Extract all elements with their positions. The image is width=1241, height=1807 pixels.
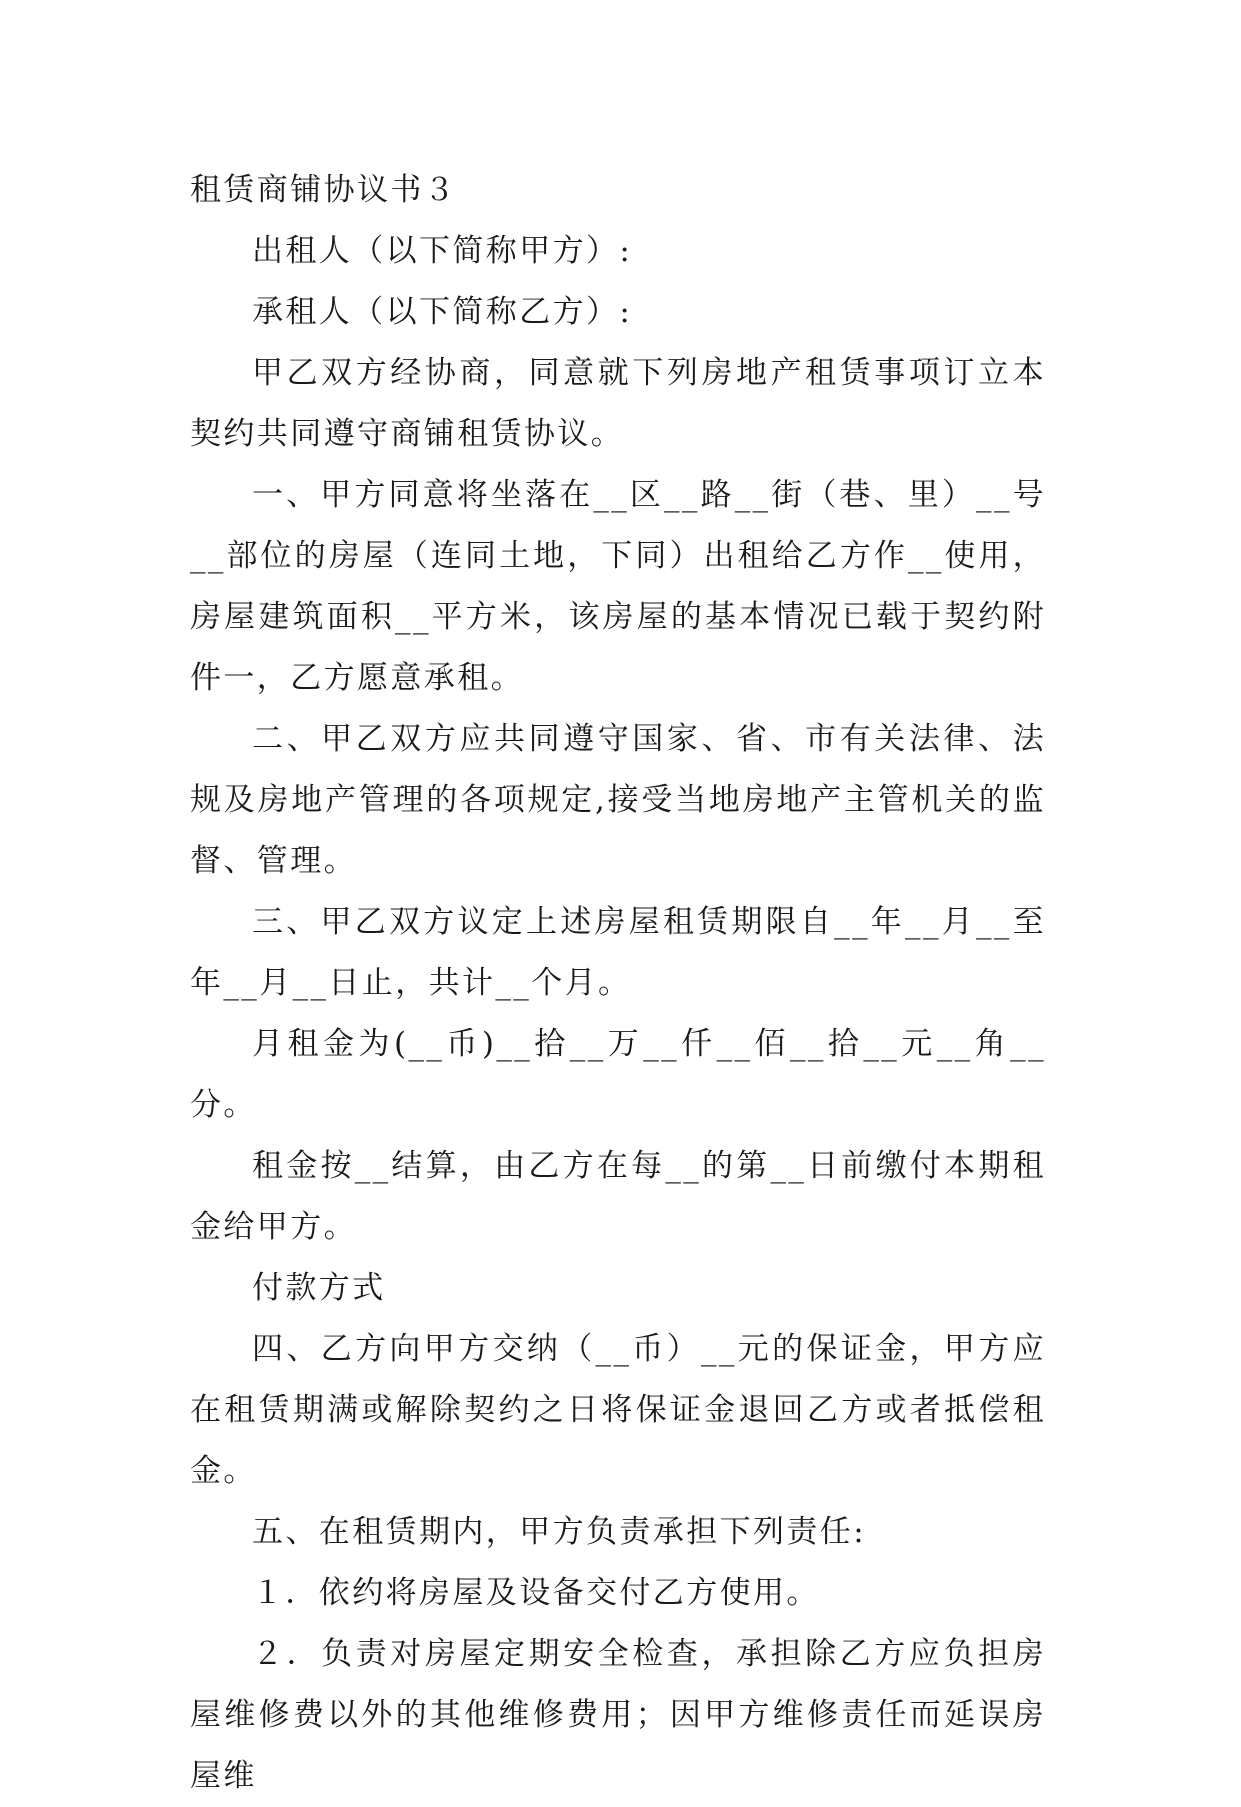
paragraph-clause-5: 五、在租赁期内，甲方负责承担下列责任: xyxy=(252,1514,867,1550)
paragraph-clause-4: 四、乙方向甲方交纳（__币）__元的保证金，甲方应在租赁期满或解除契约之日将保证金退回乙方或者抵偿租金。 xyxy=(190,1331,1046,1489)
paragraph-lessor: 出租人（以下简称甲方）: xyxy=(252,233,633,269)
paragraph-lessee: 承租人（以下简称乙方）: xyxy=(252,294,633,330)
paragraph-agreement: 甲乙双方经协商，同意就下列房地产租赁事项订立本契约共同遵守商铺租赁协议。 xyxy=(190,355,1046,452)
paragraph-clause-3: 三、甲乙双方议定上述房屋租赁期限自__年__月__至年__月__日止，共计__个月。 xyxy=(190,904,1046,1001)
paragraph-clause-1: 一、甲方同意将坐落在__区__路__街（巷、里）__号__部位的房屋（连同土地，下同）出租给乙方作__使用，房屋建筑面积__平方米，该房屋的基本情况已载于契约附件一，乙方愿意承租。 xyxy=(190,477,1046,696)
document-title: 租赁商铺协议书３ xyxy=(190,172,458,208)
paragraph-item-1: １．依约将房屋及设备交付乙方使用。 xyxy=(252,1575,820,1611)
paragraph-payment-method: 付款方式 xyxy=(252,1270,386,1306)
document-body xyxy=(190,160,1046,1807)
paragraph-item-2: ２．负责对房屋定期安全检查，承担除乙方应负担房屋维修费以外的其他维修费用；因甲方维修责任而延误房屋维 xyxy=(190,1636,1046,1794)
paragraph-rent-settlement: 租金按__结算，由乙方在每__的第__日前缴付本期租金给甲方。 xyxy=(190,1148,1046,1245)
paragraph-monthly-rent: 月租金为(__币)__拾__万__仟__佰__拾__元__角__分。 xyxy=(190,1026,1046,1123)
paragraph-clause-2: 二、甲乙双方应共同遵守国家、省、市有关法律、法规及房地产管理的各项规定,接受当地房地产主管机关的监督、管理。 xyxy=(190,721,1046,879)
